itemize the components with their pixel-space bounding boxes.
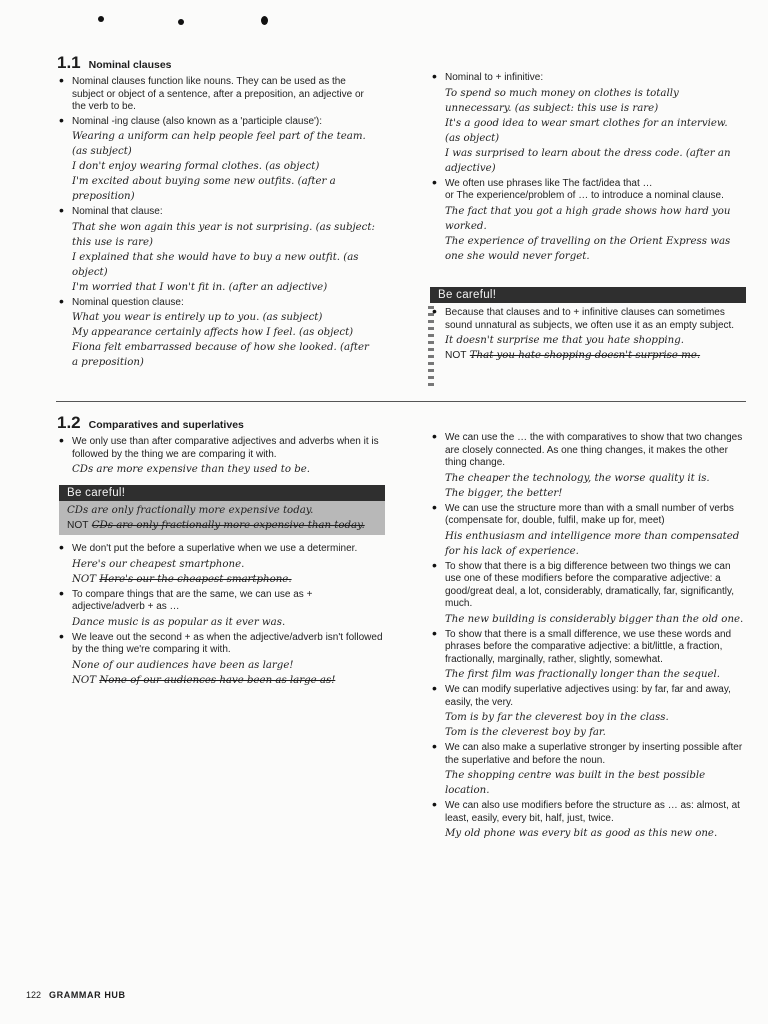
rule-list: [430, 72, 745, 264]
rule-item: [430, 432, 748, 501]
section-heading: [57, 52, 377, 74]
example-sentence: Tom is the cleverest boy by far.: [445, 727, 606, 738]
example-block: [445, 667, 748, 682]
rule-item: [430, 503, 748, 559]
rule-text: To show that there is a small difference, we use these words and phrases before the comparative adjective: a bit/little, a fraction, fractionally, marginally, rather, slightly, somewhat.: [445, 628, 732, 665]
example-block: [445, 826, 748, 841]
example-sentence: Fiona felt embarrassed because of how she looked. (after a preposition): [72, 342, 369, 368]
example-block: [72, 129, 377, 204]
rule-text: We don't put the before a superlative when we use a determiner.: [72, 543, 358, 554]
decorative-dot: [98, 16, 104, 22]
example-sentence: His enthusiasm and intelligence more than compensated for his lack of experience.: [445, 530, 740, 557]
example-sentence: Wearing a uniform can help people feel part of the team. (as subject): [72, 131, 366, 157]
rule-text: Nominal that clause:: [72, 206, 163, 217]
example-sentence: None of our audiences have been as large!: [72, 659, 294, 671]
rule-item: [57, 297, 377, 371]
not-label: NOT: [72, 573, 97, 585]
section-1-1-left: [57, 52, 377, 372]
rule-text: Nominal question clause:: [72, 296, 184, 308]
rule-text: We leave out the second + as when the adjective/adverb isn't followed by the thing we're comparing it with.: [72, 631, 383, 655]
rule-text: We can also use modifiers before the structure as … as: almost, at least, easily, every bit, half, just, twice.: [445, 800, 740, 824]
example-sentence: The bigger, the better!: [445, 487, 563, 499]
rule-text: We can use the structure more than with a small number of verbs (compensate for, double, fulfil, make up for, meet): [445, 502, 734, 526]
incorrect-example: None of our audiences have been as large as!: [99, 674, 336, 686]
rule-item: [57, 436, 387, 477]
example-sentence: [67, 518, 377, 533]
example-sentence: The shopping centre was built in the best possible location.: [445, 770, 706, 796]
section-1-1-right: [430, 72, 745, 266]
incorrect-example: That you hate shopping doesn't surprise me.: [469, 350, 701, 361]
rule-text: or The experience/problem of … to introduce a nominal clause.: [445, 190, 724, 201]
rule-item: [57, 116, 377, 205]
example-sentence: [72, 572, 387, 587]
example-sentence: The first film was fractionally longer than the sequel.: [445, 669, 721, 680]
rule-item: [430, 684, 748, 740]
careful-heading: Be careful!: [59, 485, 385, 501]
example-sentence: [445, 348, 746, 363]
example-block: [445, 612, 748, 627]
rule-text: We only use than after comparative adjectives and adverbs when it is followed by the thing we are comparing it with.: [72, 436, 379, 460]
careful-text: Because that clauses and to + infinitive clauses can sometimes sound unnatural as subjects, we often use it as an empty subject.: [445, 307, 735, 331]
example-sentence: That she won again this year is not surprising. (as subject: this use is rare): [72, 221, 375, 248]
decorative-dot: [178, 19, 184, 25]
rule-text: Nominal clauses function like nouns. They can be used as the subject or object of a sentence, after a preposition, an adjective or the verb to be.: [72, 76, 364, 112]
rule-item: [430, 72, 745, 176]
rule-item: [430, 561, 748, 627]
section-1-2-left: [57, 412, 387, 690]
rule-item: [430, 742, 748, 798]
section-number: 1.1: [57, 53, 81, 72]
rule-list: [430, 432, 748, 841]
example-sentence: My old phone was every bit as good as this new one.: [445, 828, 718, 839]
decorative-dot: [261, 16, 268, 25]
rule-text: To show that there is a big difference between two things we can use one of these modifiers before the comparative adjective: a good/great deal, a lot, considerably, dramatically, far, significantly, much.: [445, 560, 735, 609]
example-sentence: To spend so much money on clothes is totally unnecessary. (as subject: this use is rare): [445, 87, 679, 114]
example-sentence: The experience of travelling on the Orient Express was one she would never forget.: [445, 235, 731, 262]
rule-list: [57, 436, 387, 477]
rule-item: [430, 178, 745, 264]
example-block: [445, 204, 745, 264]
example-sentence: Dance music is as popular as it ever was.: [72, 616, 286, 628]
example-block: [72, 462, 387, 477]
example-sentence: I'm worried that I won't fit in. (after an adjective): [72, 281, 328, 293]
example-sentence: I'm excited about buying some new outfits. (after a preposition): [72, 176, 336, 202]
example-sentence: I was surprised to learn about the dress code. (after an adjective): [445, 147, 731, 174]
section-title: Comparatives and superlatives: [88, 419, 244, 431]
rule-text: Nominal to + infinitive:: [445, 72, 544, 83]
example-block: [72, 220, 377, 295]
not-label: NOT: [72, 674, 97, 686]
careful-box-1-1: [430, 287, 746, 365]
rule-list: [57, 76, 377, 370]
example-block: [72, 658, 387, 688]
example-sentence: The new building is considerably bigger than the old one.: [445, 613, 744, 625]
rule-item: [430, 800, 748, 841]
careful-heading: Be careful!: [430, 287, 746, 303]
rule-text: We can also make a superlative stronger by inserting possible after the superlative and before the noun.: [445, 742, 743, 766]
rule-text: We can modify superlative adjectives using: by far, far and away, easily, the very.: [445, 684, 731, 708]
example-sentence: Here's our cheapest smartphone.: [72, 558, 245, 570]
rule-item: [57, 206, 377, 295]
example-sentence: It's a good idea to wear smart clothes for an interview. (as object): [445, 117, 728, 144]
example-sentence: My appearance certainly affects how I feel. (as object): [72, 327, 354, 338]
careful-box-1-2: [59, 485, 385, 535]
example-block: [445, 86, 745, 176]
rule-item: [430, 629, 748, 683]
example-block: [72, 615, 387, 630]
careful-item: [430, 307, 746, 363]
example-block: [445, 333, 746, 363]
page-number: 122: [26, 990, 42, 1000]
example-block: [445, 768, 748, 798]
section-heading: [57, 412, 387, 434]
rule-text: We can use the … the with comparatives to show that two changes are closely connected. As one thing changes, it makes the other thing change.: [445, 432, 743, 468]
rule-text: • We often use phrases like The fact/idea that …: [445, 177, 653, 189]
not-label: NOT: [445, 350, 467, 361]
section-number: 1.2: [57, 413, 81, 432]
careful-example: [59, 501, 385, 535]
rule-item: [57, 632, 387, 688]
section-1-2-right: [430, 432, 748, 843]
rule-text: Nominal -ing clause (also known as a 'participle clause'):: [72, 115, 323, 127]
rule-text: To compare things that are the same, we can use as + adjective/adverb + as …: [72, 588, 313, 612]
book-title: GRAMMAR HUB: [49, 990, 126, 1000]
rule-list: [57, 543, 387, 688]
rule-item: [57, 589, 387, 630]
incorrect-example: CDs are only fractionally more expensive than today.: [91, 520, 365, 531]
example-sentence: It doesn't surprise me that you hate shopping.: [445, 335, 684, 346]
example-sentence: [72, 673, 387, 688]
section-divider: [56, 401, 746, 402]
example-block: [72, 310, 377, 370]
example-sentence: I don't enjoy wearing formal clothes. (as object): [72, 161, 320, 172]
example-block: [445, 471, 748, 501]
example-sentence: Tom is by far the cleverest boy in the class.: [445, 712, 669, 723]
rule-item: [57, 543, 387, 587]
rule-item: [57, 76, 377, 114]
example-block: [445, 529, 748, 559]
incorrect-example: Here's our the cheapest smartphone.: [99, 573, 292, 585]
page-footer: [26, 990, 126, 1000]
careful-list: [430, 307, 746, 363]
example-sentence: CDs are more expensive than they used to be.: [72, 464, 311, 475]
example-sentence: The fact that you got a high grade shows how hard you worked.: [445, 205, 731, 232]
example-sentence: I explained that she would have to buy a new outfit. (as object): [72, 251, 359, 278]
example-block: [72, 557, 387, 587]
example-sentence: CDs are only fractionally more expensive today.: [67, 505, 314, 516]
not-label: NOT: [67, 520, 89, 531]
example-block: [445, 710, 748, 740]
example-sentence: The cheaper the technology, the worse quality it is.: [445, 472, 710, 484]
section-title: Nominal clauses: [88, 59, 172, 71]
example-sentence: What you wear is entirely up to you. (as subject): [72, 312, 323, 323]
